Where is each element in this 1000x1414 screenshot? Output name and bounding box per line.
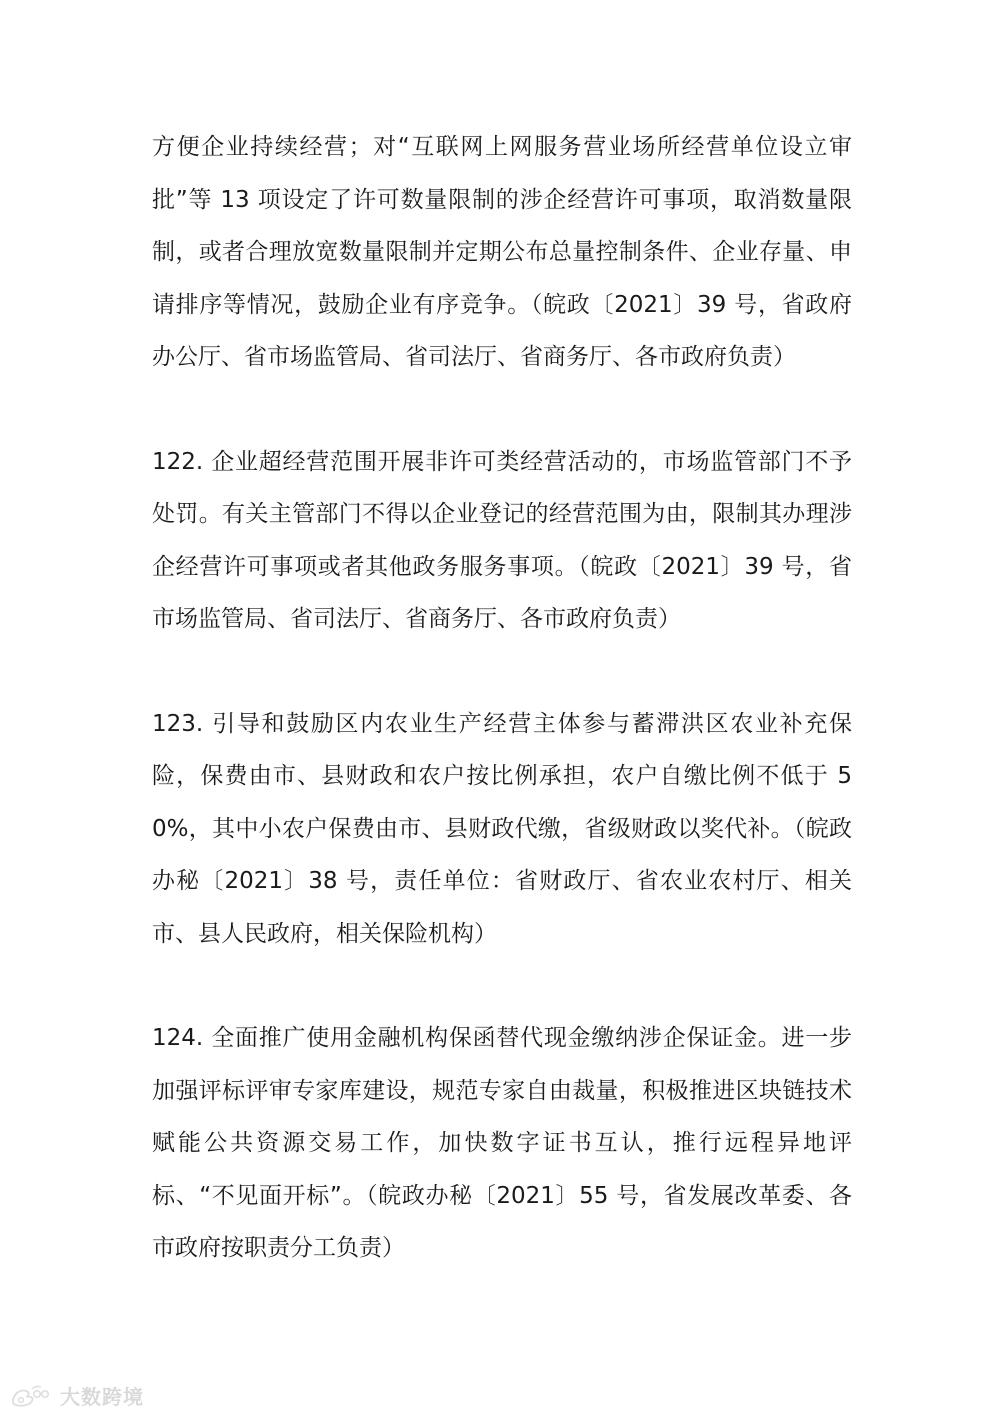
weibo-logo-icon	[10, 1384, 54, 1408]
paragraph-spacer	[152, 384, 852, 436]
paragraph-item-124: 124. 全面推广使用金融机构保函替代现金缴纳涉企保证金。进一步加强评标评审专家库建设，规范专家自由裁量，积极推进区块链技术赋能公共资源交易工作，加快数字证书互认，推行远程异地评标、“不见面开标”。（皖政办秘〔2021〕55 号，省发展改革委、各市政府按职责分工负责）	[152, 1025, 852, 1261]
watermark-text: 大数跨境	[60, 1385, 144, 1409]
paragraph-continuation: 方便企业持续经营；对“互联网上网服务营业场所经营单位设立审批”等 13 项设定了许可数量限制的涉企经营许可事项，取消数量限制，或者合理放宽数量限制并定期公布总量控制条件、企业存量、申请排序等情况，鼓励企业有序竞争。（皖政〔2021〕39 号，省政府办公厅、省市场监管局、省司法厅、省商务厅、各市政府负责）	[152, 134, 852, 370]
paragraph-item-123: 123. 引导和鼓励区内农业生产经营主体参与蓄滞洪区农业补充保险，保费由市、县财政和农户按比例承担，农户自缴比例不低于 50%，其中小农户保费由市、县财政代缴，省级财政以奖代补。（皖政办秘〔2021〕38 号，责任单位：省财政厅、省农业农村厅、相关市、县人民政府，相关保险机构）	[152, 710, 852, 947]
paragraph-spacer	[152, 646, 852, 698]
paragraph-spacer	[152, 960, 852, 1012]
watermark	[10, 1381, 144, 1410]
document-body	[152, 121, 852, 1275]
paragraph-item-122: 122. 企业超经营范围开展非许可类经营活动的，市场监管部门不予处罚。有关主管部门不得以企业登记的经营范围为由，限制其办理涉企经营许可事项或者其他政务服务事项。（皖政〔2021〕39 号，省市场监管局、省司法厅、省商务厅、各市政府负责）	[152, 448, 852, 632]
